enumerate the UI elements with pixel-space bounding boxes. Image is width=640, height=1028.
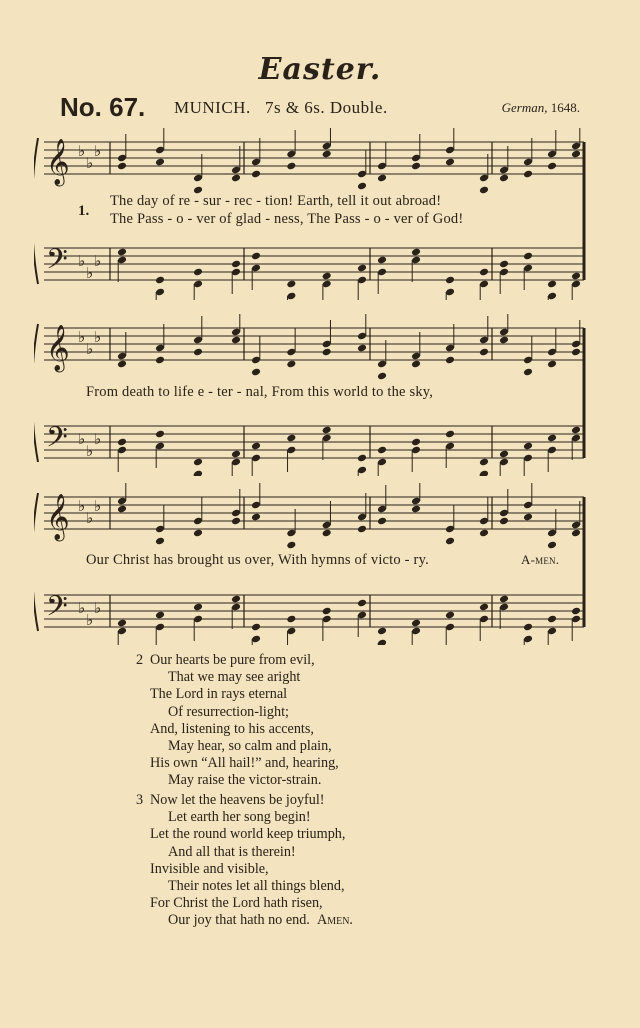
note-head xyxy=(499,260,509,269)
system2-lyric-line: From death to life e - ter - nal, From this world to the sky, xyxy=(86,384,434,400)
note-head xyxy=(445,276,455,285)
note-head xyxy=(251,368,261,377)
note-head xyxy=(411,438,421,447)
note-head xyxy=(499,450,509,459)
stanza-line: And all that is therein! xyxy=(168,843,296,860)
stanza-2 xyxy=(136,652,339,790)
note-head xyxy=(571,272,581,281)
flat-icon: ♭ xyxy=(94,144,102,160)
tune-name: MUNICH. xyxy=(174,98,251,117)
note-head xyxy=(357,525,367,534)
composer-name: German, xyxy=(501,100,548,115)
flat-icon: ♭ xyxy=(78,432,86,448)
note-head xyxy=(286,434,296,443)
note-head xyxy=(117,619,127,628)
stanza-line: May raise the victor-strain. xyxy=(168,772,322,789)
note-head xyxy=(571,150,581,159)
note-head xyxy=(231,336,241,345)
note-head xyxy=(411,505,421,514)
note-head xyxy=(411,162,421,171)
flat-icon: ♭ xyxy=(86,613,94,629)
meter: 7s & 6s. Double. xyxy=(264,98,388,117)
note-head xyxy=(523,170,533,179)
note-head xyxy=(445,158,455,167)
flat-icon: ♭ xyxy=(94,601,102,617)
note-head xyxy=(377,446,387,455)
stanza-line: Let the round world keep triumph, xyxy=(150,826,346,843)
flat-icon: ♭ xyxy=(78,499,86,515)
note-head xyxy=(286,615,296,624)
flat-icon: ♭ xyxy=(86,511,94,527)
note-head xyxy=(193,268,203,277)
note-head xyxy=(322,529,332,538)
flat-icon: ♭ xyxy=(78,254,86,270)
note-head xyxy=(411,619,421,628)
stanza-line-text: Our joy that hath no end. xyxy=(168,912,310,929)
note-head xyxy=(377,517,387,526)
note-head xyxy=(251,513,261,522)
note-head xyxy=(571,529,581,538)
flat-icon: ♭ xyxy=(86,444,94,460)
flat-icon: ♭ xyxy=(78,601,86,617)
verse-number: 1. xyxy=(78,203,90,219)
stanza-3 xyxy=(136,792,353,930)
note-head xyxy=(117,438,127,447)
note-head xyxy=(377,174,387,183)
stanza-line: For Christ the Lord hath risen, xyxy=(150,895,323,912)
flat-icon: ♭ xyxy=(86,266,94,282)
note-head xyxy=(445,356,455,365)
flat-icon: ♭ xyxy=(94,330,102,346)
note-head xyxy=(499,595,509,604)
note-head xyxy=(322,426,332,435)
note-head xyxy=(479,603,489,612)
note-head xyxy=(193,458,203,467)
note-head xyxy=(547,541,557,550)
note-head xyxy=(155,158,165,167)
note-head xyxy=(357,264,367,273)
treble-clef-icon: 𝄞 xyxy=(46,139,70,185)
treble-clef-icon: 𝄞 xyxy=(46,494,70,540)
note-head xyxy=(231,450,241,459)
note-head xyxy=(322,272,332,281)
treble-clef-icon: 𝄞 xyxy=(46,325,70,371)
stanza-line: The Lord in rays eternal xyxy=(150,686,288,703)
note-head xyxy=(479,458,489,467)
note-head xyxy=(251,442,261,451)
brace xyxy=(34,493,38,631)
amen-ending: Amen. xyxy=(316,912,353,929)
system1-lyric-line-2: The Pass - o - ver of glad - ness, The Pass - o - ver of God! xyxy=(110,211,464,227)
hymn-number: No. 67. xyxy=(60,92,146,122)
composer xyxy=(502,100,580,116)
note-head xyxy=(193,603,203,612)
note-head xyxy=(155,276,165,285)
system1-lyric-line-1: The day of re - sur - rec - tion! Earth, tell it out abroad! xyxy=(110,193,442,209)
tune-line xyxy=(174,98,388,118)
stanza-line: Their notes let all things blend, xyxy=(168,878,345,895)
note-head xyxy=(523,252,533,261)
note-head xyxy=(547,280,557,289)
note-head xyxy=(286,280,296,289)
note-head xyxy=(377,627,387,636)
stanza-number: 2 xyxy=(136,652,144,668)
note-head xyxy=(357,599,367,608)
bass-clef-icon: 𝄢 xyxy=(46,590,68,630)
note-head xyxy=(357,182,367,191)
stanza-line: That we may see aright xyxy=(168,669,301,686)
stanza-line: Let earth her song begin! xyxy=(168,809,311,826)
brace xyxy=(34,324,38,462)
note-head xyxy=(286,162,296,171)
note-head xyxy=(571,348,581,357)
flat-icon: ♭ xyxy=(78,144,86,160)
note-head xyxy=(523,368,533,377)
page-title: Easter. xyxy=(258,52,382,87)
note-head xyxy=(155,611,165,620)
stanza-line: Our hearts be pure from evil, xyxy=(150,652,315,668)
flat-icon: ♭ xyxy=(78,330,86,346)
bass-clef-icon: 𝄢 xyxy=(46,243,68,283)
note-head xyxy=(499,336,509,345)
flat-icon: ♭ xyxy=(86,342,94,358)
brace xyxy=(34,138,38,284)
stanza-line: Invisible and visible, xyxy=(150,860,269,877)
note-head xyxy=(571,426,581,435)
note-head xyxy=(547,162,557,171)
note-head xyxy=(445,430,455,439)
system3-lyric-line: Our Christ has brought us over, With hymns of victo - ry. xyxy=(86,552,429,568)
stanza-line xyxy=(150,912,353,929)
bass-clef-icon: 𝄢 xyxy=(46,421,68,461)
note-head xyxy=(251,252,261,261)
note-head xyxy=(155,430,165,439)
note-head xyxy=(523,623,533,632)
note-head xyxy=(322,607,332,616)
stanza-line: And, listening to his accents, xyxy=(150,720,314,737)
note-head xyxy=(411,248,421,257)
hymn-header xyxy=(60,92,580,122)
note-head xyxy=(547,360,557,369)
flat-icon: ♭ xyxy=(86,156,94,172)
note-head xyxy=(117,248,127,257)
note-head xyxy=(117,162,127,171)
note-head xyxy=(479,348,489,357)
note-head xyxy=(479,186,489,195)
note-head xyxy=(251,623,261,632)
note-head xyxy=(547,615,557,624)
stanza-line: May hear, so calm and plain, xyxy=(168,738,332,755)
note-head xyxy=(377,256,387,265)
note-head xyxy=(445,611,455,620)
note-head xyxy=(357,344,367,353)
flat-icon: ♭ xyxy=(94,432,102,448)
note-head xyxy=(193,529,203,538)
note-head xyxy=(479,529,489,538)
note-head xyxy=(445,537,455,546)
stanza-line: His own “All hail!” and, hearing, xyxy=(150,755,339,772)
note-head xyxy=(251,170,261,179)
amen-label: A-men. xyxy=(521,552,560,567)
note-head xyxy=(322,348,332,357)
note-head xyxy=(523,513,533,522)
note-head xyxy=(117,360,127,369)
note-head xyxy=(571,607,581,616)
stanza-line: Of resurrection-light; xyxy=(168,703,289,720)
note-head xyxy=(499,517,509,526)
note-head xyxy=(231,260,241,269)
note-head xyxy=(155,356,165,365)
composer-year: 1648. xyxy=(550,100,580,115)
note-head xyxy=(155,537,165,546)
note-head xyxy=(523,442,533,451)
note-head xyxy=(286,541,296,550)
note-head xyxy=(479,268,489,277)
flat-icon: ♭ xyxy=(94,499,102,515)
stanza-line: Now let the heavens be joyful! xyxy=(150,792,325,808)
note-head xyxy=(231,174,241,183)
note-head xyxy=(411,360,421,369)
note-head xyxy=(286,360,296,369)
stanza-number: 3 xyxy=(136,792,144,808)
note-head xyxy=(357,454,367,463)
note-head xyxy=(193,348,203,357)
note-head xyxy=(231,595,241,604)
note-head xyxy=(322,150,332,159)
note-head xyxy=(499,174,509,183)
note-head xyxy=(377,372,387,381)
note-head xyxy=(117,505,127,514)
note-head xyxy=(547,434,557,443)
flat-icon: ♭ xyxy=(94,254,102,270)
note-head xyxy=(231,517,241,526)
